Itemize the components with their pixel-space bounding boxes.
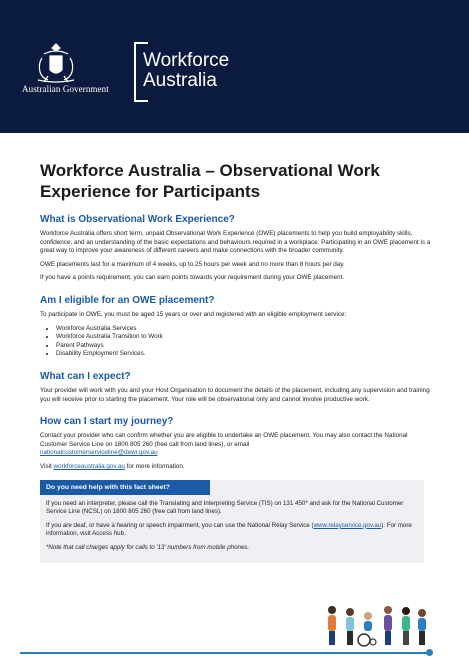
logo-text-line2: Australia bbox=[143, 70, 217, 91]
paragraph: Workforce Australia offers short term, unpaid Observational Work Experience (OWE) placements to help you build employability skills, confidence, and an understanding of the basic expectations and behaviours required in a workplace. Participating in an OWE placement is a great way to improve your awareness of different careers and make connections with the broader community. bbox=[40, 230, 431, 255]
relay-prefix: If you are deaf, or have a hearing or speech impairment, you can use the National Relay Service ( bbox=[46, 521, 314, 529]
eligibility-list bbox=[40, 325, 435, 359]
list-item: • Disability Employment Services. bbox=[56, 350, 435, 359]
relay-service-link[interactable]: www.relayservice.gov.au bbox=[313, 521, 382, 529]
section-heading-expectations: What can I expect? bbox=[40, 370, 131, 382]
contact-text: Contact your provider who can confirm whether you are eligible to undertake an OWE placement. You may also contact the National Customer Service Line on 1800 805 260 (free call from land lines), or email bbox=[40, 432, 408, 448]
section-heading-eligibility: Am I eligible for an OWE placement? bbox=[40, 294, 215, 306]
paragraph: If you have a points requirement, you can earn points towards your requirement during your OWE placement. bbox=[40, 274, 345, 282]
paragraph: If you need an interpreter, please call the Translating and Interpreting Service (TIS) on 131 450* and ask for the National Customer Service Line (NCSL) on 1800 805 260 (free call from land lines). bbox=[46, 499, 404, 516]
visit-prefix: Visit bbox=[40, 462, 54, 470]
section-heading-start-journey: How can I start my journey? bbox=[40, 416, 174, 428]
paragraph bbox=[46, 522, 418, 539]
government-label: Australian Government bbox=[22, 84, 109, 94]
website-link[interactable]: workforceaustralia.gov.au bbox=[53, 462, 125, 470]
help-box-heading: Do you need help with this fact sheet? bbox=[40, 480, 210, 495]
paragraph bbox=[40, 463, 435, 472]
list-item: • Workforce Australia Transition to Work bbox=[56, 333, 435, 342]
footer-rule-dot bbox=[426, 649, 433, 656]
list-item: • Parent Pathways bbox=[56, 342, 435, 351]
paragraph: To participate in OWE, you must be aged 15 years or over and registered with an eligible employment service: bbox=[40, 310, 347, 318]
relay-suffix: ). For more information, visit Access hub. bbox=[46, 521, 412, 538]
paragraph: OWE placements last for a maximum of 4 weeks, up to 25 hours per week and no more than 8 hours per day. bbox=[40, 260, 345, 268]
logo-text-line1: Workforce bbox=[143, 50, 230, 71]
section-heading-what-is-owe: What is Observational Work Experience? bbox=[40, 214, 235, 225]
email-link[interactable]: nationalcustomerserviceline@dewr.gov.au bbox=[40, 449, 158, 457]
header-banner bbox=[0, 0, 469, 133]
help-box bbox=[40, 480, 424, 564]
paragraph bbox=[40, 432, 435, 458]
page-title: Workforce Australia – Observational Work Experience for Participants bbox=[40, 161, 380, 201]
call-charges-note: *Note that call charges apply for calls to '13' numbers from mobile phones. bbox=[46, 543, 250, 551]
paragraph: Your provider will work with you and your Host Organisation to document the details of the placement, including any supervision and training you will receive prior to starting the placement. Your role will be observational only and cannot involve productive work. bbox=[40, 386, 430, 403]
people-illustration-icon bbox=[320, 600, 430, 648]
document-body bbox=[40, 160, 435, 563]
footer-rule bbox=[20, 652, 428, 654]
list-item: • Workforce Australia Services bbox=[56, 325, 435, 334]
help-box-body bbox=[40, 495, 424, 553]
visit-suffix: for more information. bbox=[124, 462, 185, 470]
